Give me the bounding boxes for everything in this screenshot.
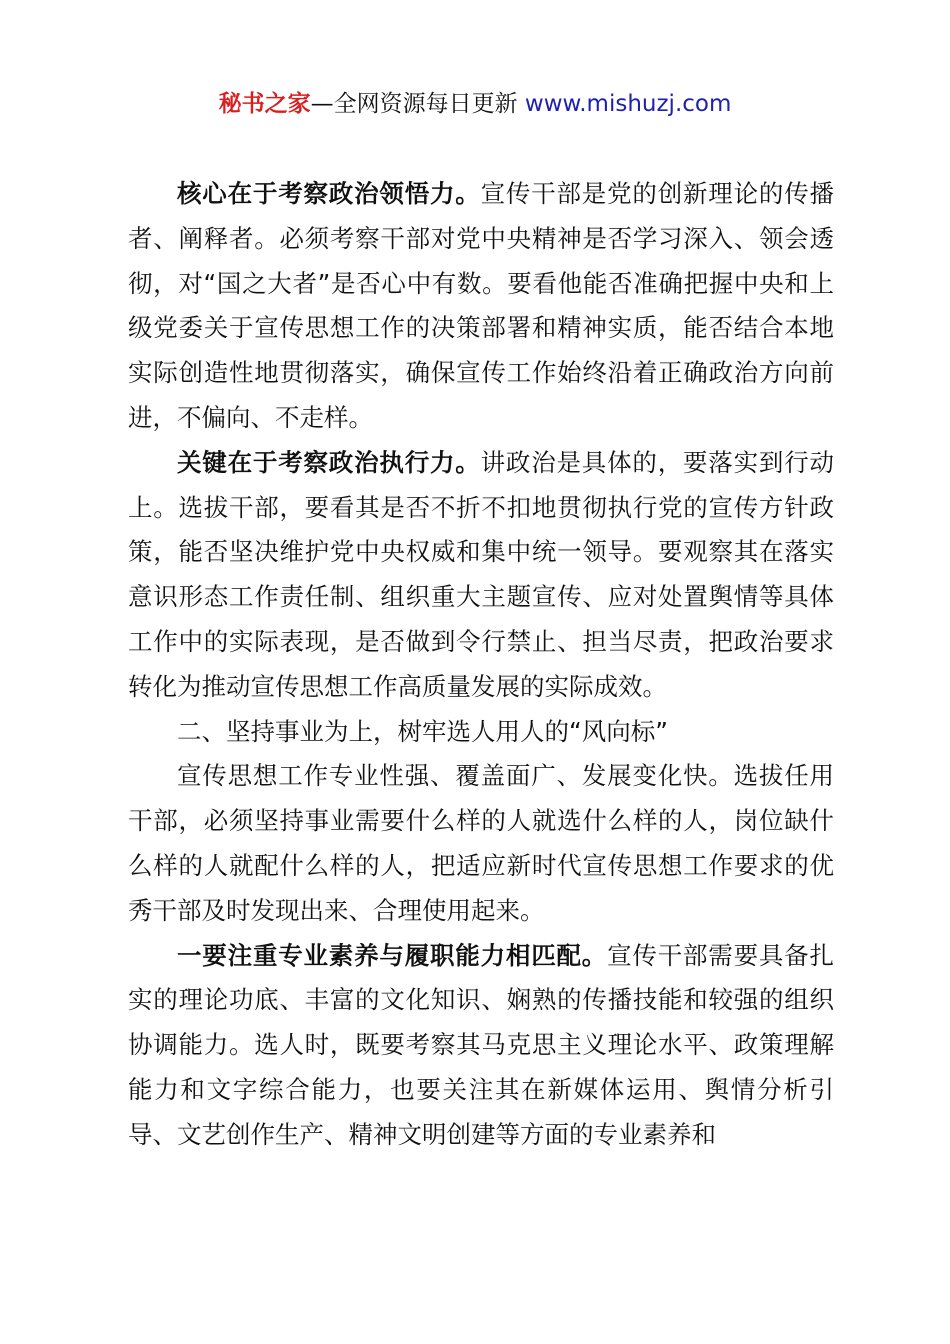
paragraph — [128, 934, 834, 1158]
header-slogan: —全网资源每日更新 — [310, 91, 525, 117]
paragraph — [128, 441, 834, 710]
section-heading — [128, 710, 834, 755]
paragraph-lead: 关键在于考察政治执行力。 — [177, 447, 481, 477]
paragraph — [128, 172, 834, 441]
paragraph-lead: 一要注重专业素养与履职能力相匹配。 — [177, 940, 608, 970]
brand-name: 秘书之家 — [218, 91, 311, 117]
paragraph-text: 宣传干部是党的创新理论的传播者、阐释者。必须考察干部对党中央精神是否学习深入、领会透彻，对“国之大者”是否心中有数。要看他能否准确把握中央和上级党委关于宣传思想工作的决策部署和精神实质，能否结合本地实际创造性地贯彻落实，确保宣传工作始终沿着正确政治方向前进，不偏向、不走样。 — [128, 179, 835, 432]
document-body — [128, 172, 834, 1158]
paragraph-text: 讲政治是具体的，要落实到行动上。选拔干部，要看其是否不折不扣地贯彻执行党的宣传方针政策，能否坚决维护党中央权威和集中统一领导。要观察其在落实意识形态工作责任制、组织重大主题宣传、应对处置舆情等具体工作中的实际表现，是否做到令行禁止、担当尽责，把政治要求转化为推动宣传思想工作高质量发展的实际成效。 — [128, 447, 835, 701]
paragraph — [128, 754, 834, 933]
paragraph-text: 宣传干部需要具备扎实的理论功底、丰富的文化知识、娴熟的传播技能和较强的组织协调能力。选人时，既要考察其马克思主义理论水平、政策理解能力和文字综合能力，也要关注其在新媒体运用、舆情分析引导、文艺创作生产、精神文明创建等方面的专业素养和 — [128, 940, 835, 1149]
page-header — [0, 86, 950, 122]
website-link[interactable]: www.mishuzj.com — [524, 91, 732, 117]
paragraph-text: 宣传思想工作专业性强、覆盖面广、发展变化快。选拔任用干部，必须坚持事业需要什么样的人就选什么样的人，岗位缺什么样的人就配什么样的人，把适应新时代宣传思想工作要求的优秀干部及时发现出来、合理使用起来。 — [128, 761, 834, 925]
section-heading-text: 二、坚持事业为上，树牢选人用人的“风向标” — [177, 716, 668, 746]
paragraph-lead: 核心在于考察政治领悟力。 — [177, 179, 481, 208]
